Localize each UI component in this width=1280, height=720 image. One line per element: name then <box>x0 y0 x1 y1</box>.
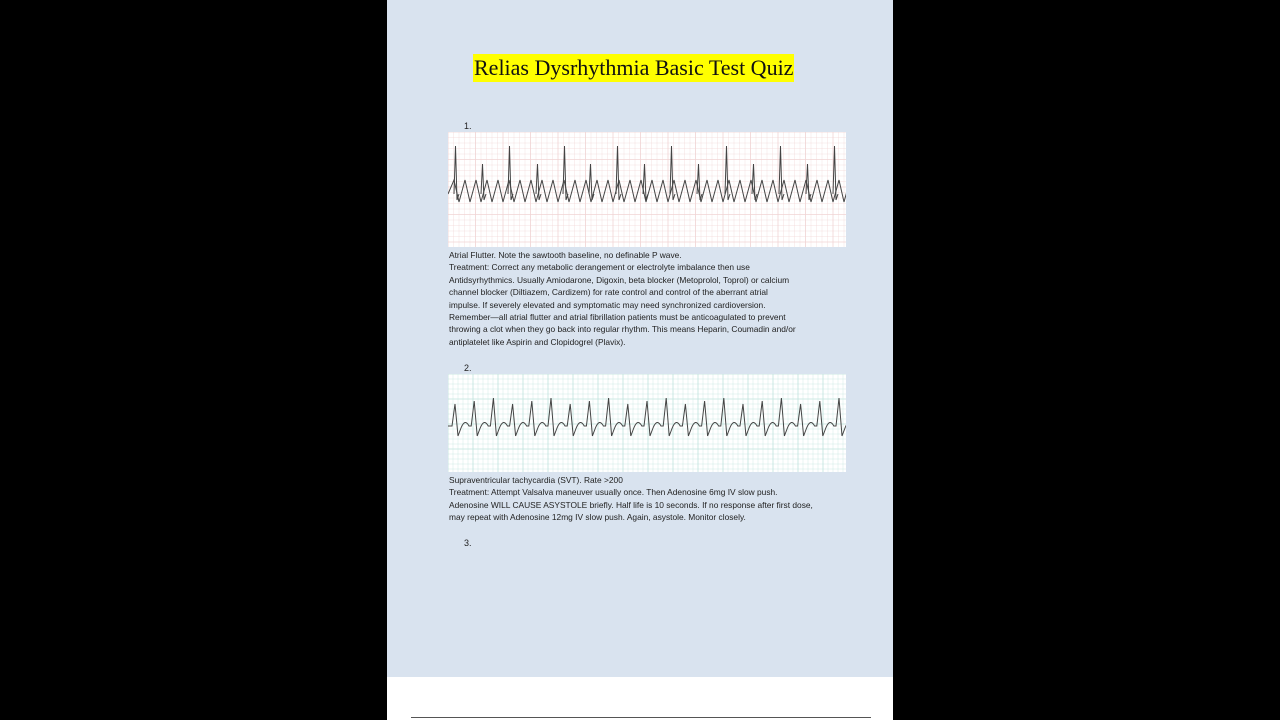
ecg-strip-2 <box>448 374 846 472</box>
q2-line: Adenosine WILL CAUSE ASYSTOLE briefly. Half life is 10 seconds. If no response after first dose, <box>449 499 813 510</box>
q1-line: channel blocker (Diltiazem, Cardizem) for rate control and control of the aberrant atrial <box>449 287 768 298</box>
ecg-trace <box>536 164 541 200</box>
q2-line: Supraventricular tachycardia (SVT). Rate >200 <box>449 475 623 485</box>
ecg-trace <box>697 164 702 200</box>
q1-line: impulse. If severely elevated and symptomatic may need synchronized cardioversion. <box>449 299 766 310</box>
question-1-number: 1. <box>464 121 472 131</box>
ecg-strip-1 <box>448 132 846 247</box>
ecg-trace <box>448 398 846 436</box>
ecg-trace <box>752 164 757 200</box>
ecg-trace <box>643 164 648 200</box>
ecg-rhythm-strip-svt <box>448 374 846 472</box>
ecg-rhythm-strip-atrial-flutter <box>448 132 846 247</box>
ecg-trace <box>481 164 486 200</box>
q2-line: Treatment: Attempt Valsalva maneuver usually once. Then Adenosine 6mg IV slow push. <box>449 487 778 498</box>
question-2-number: 2. <box>464 363 472 373</box>
page-divider <box>411 717 871 718</box>
ecg-trace <box>806 164 811 200</box>
q1-line: Treatment: Correct any metabolic derangement or electrolyte imbalance then use <box>449 262 750 273</box>
q1-line: Remember—all atrial flutter and atrial fibrillation patients must be anticoagulated to prevent <box>449 312 786 323</box>
question-3-number: 3. <box>464 538 472 548</box>
q1-line: Atrial Flutter. Note the sawtooth baseline, no definable P wave. <box>449 250 682 260</box>
question-2-explanation <box>449 474 849 524</box>
q2-line: may repeat with Adenosine 12mg IV slow push. Again, asystole. Monitor closely. <box>449 512 746 523</box>
next-page-edge <box>387 677 893 720</box>
q1-line: Antidsyrhythmics. Usually Amiodarone, Digoxin, beta blocker (Metoprolol, Toprol) or calcium <box>449 274 790 285</box>
question-1-explanation <box>449 249 849 348</box>
document-title: Relias Dysrhythmia Basic Test Quiz <box>474 55 794 80</box>
q1-line: antiplatelet like Aspirin and Clopidogrel (Plavix). <box>449 336 626 347</box>
q1-line: throwing a clot when they go back into regular rhythm. This means Heparin, Coumadin and/or <box>449 324 796 335</box>
